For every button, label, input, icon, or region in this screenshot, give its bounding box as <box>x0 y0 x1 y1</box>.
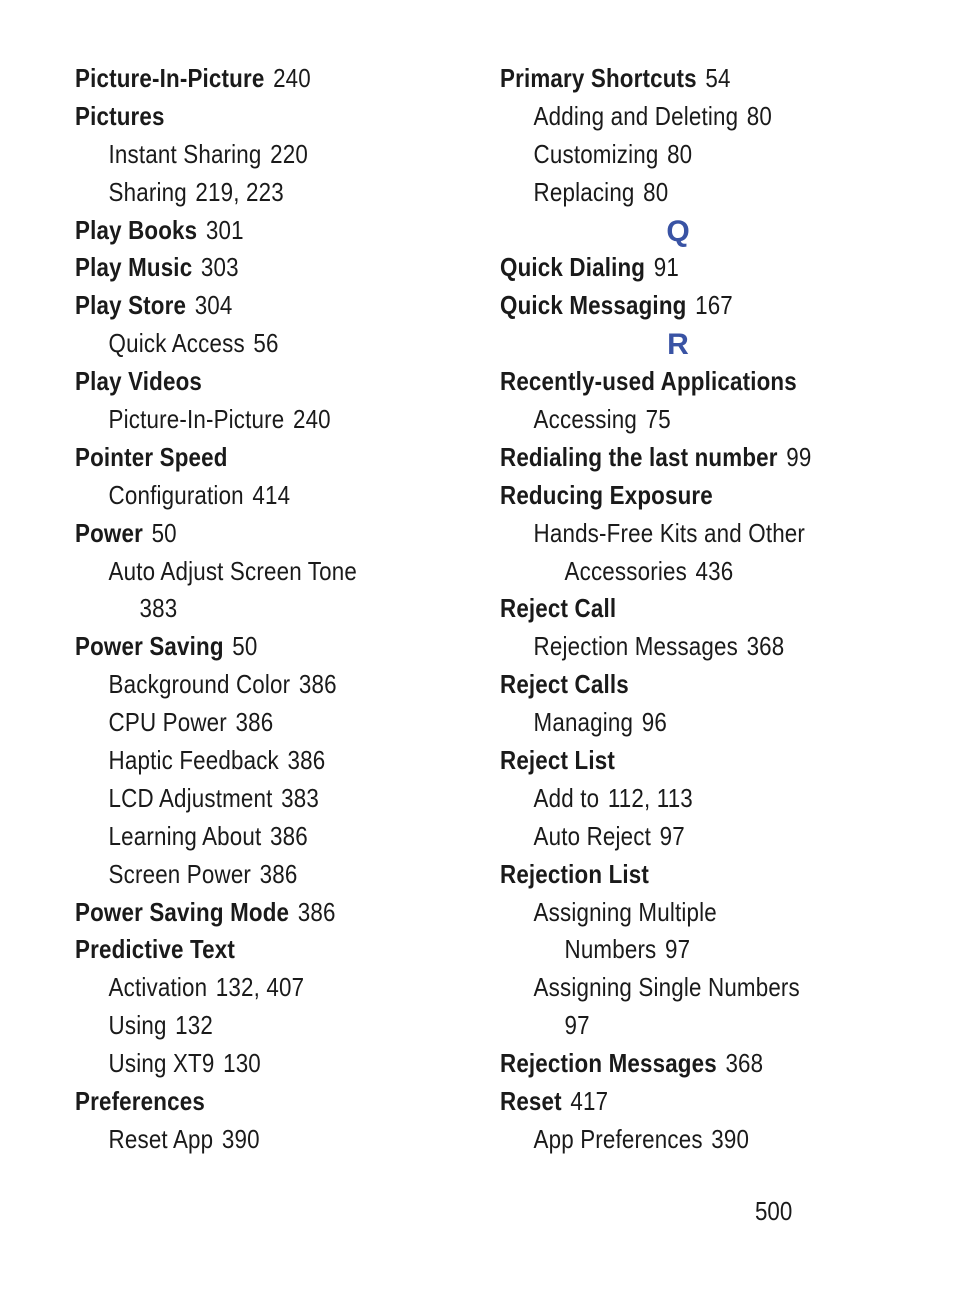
index-entry <box>500 1083 861 1121</box>
page-reference[interactable]: 417 <box>570 1086 609 1117</box>
page-reference[interactable]: 56 <box>253 328 279 359</box>
page-reference[interactable]: 75 <box>645 404 671 435</box>
index-subentry <box>500 704 861 742</box>
index-subentry <box>75 818 419 856</box>
index-term: Power Saving Mode <box>75 896 290 927</box>
index-term: Accessories <box>564 555 687 586</box>
index-term: Preferences <box>75 1086 205 1117</box>
index-subentry <box>75 704 419 742</box>
page-reference[interactable]: 414 <box>252 479 291 510</box>
index-entry <box>500 287 861 325</box>
index-term: Using <box>108 1010 167 1041</box>
index-term: App Preferences <box>533 1123 703 1154</box>
index-subentry <box>75 1121 419 1159</box>
index-entry <box>500 60 861 98</box>
index-subentry <box>500 931 861 969</box>
page-reference[interactable]: 303 <box>200 252 239 283</box>
index-entry <box>75 931 419 969</box>
page-reference[interactable]: 386 <box>298 669 337 700</box>
index-term: Play Music <box>75 252 193 283</box>
index-entry <box>75 212 419 250</box>
index-column-left <box>75 60 475 1159</box>
index-subentry <box>500 401 861 439</box>
index-subentry <box>75 666 419 704</box>
index-term: Recently-used Applications <box>500 366 797 397</box>
index-term: Background Color <box>108 669 291 700</box>
index-term: Hands-Free Kits and Other <box>533 517 806 548</box>
page-reference[interactable]: 97 <box>665 934 691 965</box>
index-term: Managing <box>533 707 634 738</box>
index-entry <box>75 894 419 932</box>
index-term: Activation <box>108 972 208 1003</box>
index-term: Quick Messaging <box>500 290 687 321</box>
page-reference[interactable]: 386 <box>287 745 326 776</box>
index-entry <box>75 363 419 401</box>
index-term: Reset <box>500 1086 562 1117</box>
page-reference[interactable]: 130 <box>223 1048 261 1079</box>
index-term: Configuration <box>108 479 244 510</box>
page-reference[interactable]: 386 <box>259 858 298 889</box>
index-entry <box>75 60 419 98</box>
index-subentry <box>500 136 861 174</box>
section-letter: R <box>667 328 689 362</box>
index-term: Rejection Messages <box>500 1048 717 1079</box>
page-reference[interactable]: 80 <box>643 176 669 207</box>
index-term: CPU Power <box>108 707 227 738</box>
index-subentry <box>500 969 861 1007</box>
page-reference[interactable]: 383 <box>139 593 178 624</box>
index-subentry <box>500 174 861 212</box>
index-entry <box>500 742 861 780</box>
page-reference[interactable]: 80 <box>667 138 693 169</box>
index-entry <box>500 1045 861 1083</box>
index-term: Sharing <box>108 176 187 207</box>
index-subentry <box>75 174 419 212</box>
index-entry <box>500 363 861 401</box>
index-entry <box>500 439 861 477</box>
index-term: LCD Adjustment <box>108 782 273 813</box>
index-subentry <box>500 818 861 856</box>
page-reference[interactable]: 383 <box>281 782 319 813</box>
index-subentry <box>75 136 419 174</box>
index-entry <box>75 1083 419 1121</box>
page-reference[interactable]: 304 <box>194 290 233 321</box>
index-term: Learning About <box>108 820 262 851</box>
index-subentry <box>500 628 861 666</box>
index-term: Play Store <box>75 290 187 321</box>
page-reference[interactable]: 91 <box>653 252 679 283</box>
index-subentry <box>500 553 861 591</box>
index-term: Reject Calls <box>500 669 629 700</box>
page-reference[interactable]: 80 <box>746 100 773 131</box>
index-subentry <box>500 515 861 553</box>
index-term: Auto Reject <box>533 820 652 851</box>
page-reference[interactable]: 219, 223 <box>195 176 284 207</box>
page-reference[interactable]: 386 <box>235 707 274 738</box>
index-term: Reducing Exposure <box>500 479 713 510</box>
page-reference[interactable]: 99 <box>786 441 812 472</box>
page-reference[interactable]: 50 <box>151 517 177 548</box>
index-term: Reset App <box>108 1123 214 1154</box>
index-term: Picture-In-Picture <box>108 404 285 435</box>
page-reference[interactable]: 97 <box>564 1010 590 1041</box>
index-term: Pointer Speed <box>75 441 228 472</box>
index-term: Adding and Deleting <box>533 100 739 131</box>
page-reference[interactable]: 386 <box>269 820 308 851</box>
index-subentry <box>75 477 419 515</box>
index-subentry <box>500 1121 861 1159</box>
page-reference[interactable]: 436 <box>695 555 734 586</box>
index-subentry <box>75 553 419 591</box>
index-term: Primary Shortcuts <box>500 63 697 93</box>
page-reference[interactable]: 390 <box>711 1123 750 1154</box>
index-subentry <box>500 98 861 136</box>
index-subentry <box>75 780 419 818</box>
index-term: Add to <box>533 782 600 813</box>
page-reference[interactable]: 167 <box>695 290 733 321</box>
page-reference[interactable]: 368 <box>725 1048 764 1079</box>
index-subentry <box>75 1045 419 1083</box>
index-column-right <box>500 60 920 1159</box>
index-subentry <box>75 1007 419 1045</box>
index-term: Replacing <box>533 176 635 207</box>
index-term: Assigning Single Numbers <box>533 972 800 1003</box>
index-subentry <box>75 401 419 439</box>
index-term: Haptic Feedback <box>108 745 279 776</box>
section-letter: Q <box>666 214 690 248</box>
index-entry <box>75 98 419 136</box>
index-term: Numbers <box>564 934 657 965</box>
index-subentry <box>75 590 419 628</box>
index-term: Customizing <box>533 138 659 169</box>
index-term: Auto Adjust Screen Tone <box>108 555 357 586</box>
page-reference[interactable]: 368 <box>746 631 785 662</box>
index-entry <box>75 287 419 325</box>
page-reference[interactable]: 132, 407 <box>215 972 305 1003</box>
index-term: Play Books <box>75 214 198 245</box>
index-term: Picture-In-Picture <box>75 63 265 93</box>
page-reference[interactable]: 54 <box>705 63 731 93</box>
index-term: Using XT9 <box>108 1048 215 1079</box>
page-reference[interactable]: 301 <box>205 214 244 245</box>
index-entry <box>75 249 419 287</box>
index-entry <box>500 477 861 515</box>
page-reference[interactable]: 240 <box>292 404 331 435</box>
index-subentry <box>75 325 419 363</box>
index-term: Redialing the last number <box>500 441 778 472</box>
page-reference[interactable]: 220 <box>270 138 308 169</box>
index-term: Power Saving <box>75 631 224 662</box>
index-term: Accessing <box>533 404 638 435</box>
index-term: Rejection Messages <box>533 631 738 662</box>
index-entry <box>75 515 419 553</box>
page-reference[interactable]: 112, 113 <box>607 782 693 813</box>
index-entry <box>500 249 861 287</box>
index-term: Instant Sharing <box>108 138 262 169</box>
index-subentry <box>500 780 861 818</box>
index-term: Screen Power <box>108 858 252 889</box>
index-term: Pictures <box>75 100 165 131</box>
index-term: Reject Call <box>500 593 617 624</box>
index-term: Rejection List <box>500 858 650 889</box>
index-entry <box>500 590 861 628</box>
index-subentry <box>75 969 419 1007</box>
index-subentry <box>75 742 419 780</box>
index-term: Quick Dialing <box>500 252 646 283</box>
page-reference[interactable]: 96 <box>641 707 667 738</box>
index-term: Assigning Multiple <box>533 896 717 927</box>
index-term: Predictive Text <box>75 934 236 965</box>
page-reference[interactable]: 386 <box>297 896 336 927</box>
page-number: 500 <box>755 1196 793 1226</box>
index-term: Power <box>75 517 143 548</box>
index-entry <box>500 666 861 704</box>
page-reference[interactable]: 97 <box>659 820 685 851</box>
index-entry <box>500 856 861 894</box>
index-subentry <box>75 856 419 894</box>
page-reference[interactable]: 50 <box>232 631 258 662</box>
index-term: Reject List <box>500 745 615 776</box>
page-reference[interactable]: 132 <box>175 1010 214 1041</box>
index-term: Quick Access <box>108 328 245 359</box>
index-entry <box>75 439 419 477</box>
index-subentry <box>500 1007 861 1045</box>
index-term: Play Videos <box>75 366 203 397</box>
page-reference[interactable]: 240 <box>273 63 311 93</box>
index-entry <box>75 628 419 666</box>
page-reference[interactable]: 390 <box>221 1123 260 1154</box>
index-subentry <box>500 894 861 932</box>
